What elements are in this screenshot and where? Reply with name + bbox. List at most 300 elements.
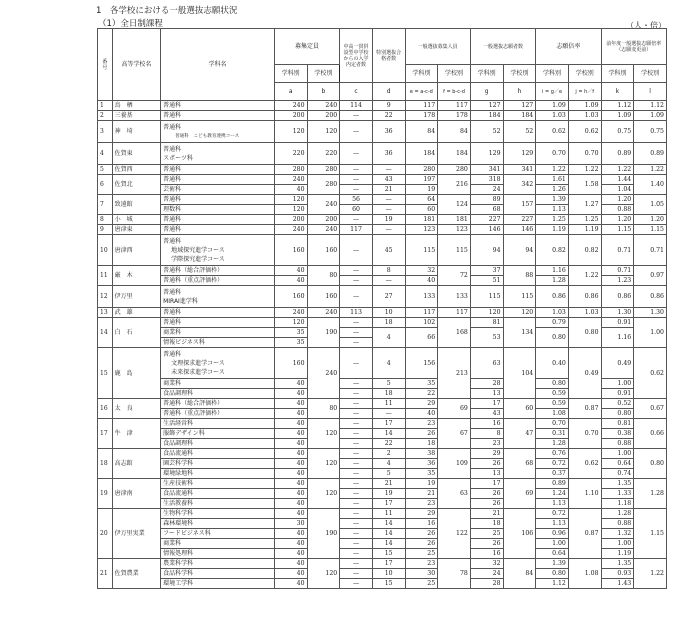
cell-d: 11	[372, 509, 405, 519]
school-name: 伊万里実業	[112, 509, 160, 559]
table-row	[98, 195, 667, 205]
cell-e: 197	[405, 175, 438, 185]
cell-e: 26	[405, 529, 438, 539]
cell-i: 1.28	[536, 276, 569, 286]
cell-l: 1.22	[634, 559, 667, 589]
cell-h: 184	[503, 111, 536, 121]
cell-j: 1.10	[568, 479, 601, 509]
cell-e: 23	[405, 419, 438, 429]
cell-j: 0.82	[568, 235, 601, 266]
cell-b: 80	[307, 399, 340, 419]
cell-f: 122	[438, 509, 471, 559]
row-number: 4	[98, 143, 113, 165]
header-col-i: i = g／e	[536, 83, 569, 101]
cell-j: 1.03	[568, 308, 601, 318]
cell-g: 341	[470, 165, 503, 175]
cell-k: 0.86	[601, 286, 634, 308]
cell-d: 17	[372, 419, 405, 429]
table-row	[98, 215, 667, 225]
cell-b: 190	[307, 318, 340, 348]
cell-c: 56	[340, 195, 373, 205]
cell-c: —	[340, 439, 373, 449]
cell-g: 8	[470, 429, 503, 439]
table-row	[98, 101, 667, 111]
cell-j: 1.58	[568, 175, 601, 195]
cell-d: 10	[372, 569, 405, 579]
cell-c: —	[340, 215, 373, 225]
cell-g: 25	[470, 529, 503, 539]
cell-i: 1.13	[536, 205, 569, 215]
school-name: 牛 津	[112, 419, 160, 449]
cell-e: 60	[405, 205, 438, 215]
cell-d: 21	[372, 479, 405, 489]
cell-d: 15	[372, 579, 405, 589]
cell-k: 0.64	[601, 459, 634, 469]
cell-b: 120	[307, 479, 340, 509]
cell-b: 240	[307, 308, 340, 318]
table-row	[98, 308, 667, 318]
dept-course: スポーツ科	[163, 154, 193, 162]
cell-j: 0.80	[568, 318, 601, 348]
cell-a: 40	[274, 379, 307, 389]
cell-g: 227	[470, 215, 503, 225]
cell-g: 52	[470, 121, 503, 143]
cell-a: 35	[274, 338, 307, 348]
cell-h: 115	[503, 286, 536, 308]
cell-g: 89	[470, 195, 503, 205]
row-number: 18	[98, 449, 113, 479]
cell-g: 28	[470, 579, 503, 589]
cell-k: 1.15	[601, 225, 634, 235]
cell-d: —	[372, 165, 405, 175]
dept-label: 商業科	[163, 540, 182, 547]
cell-e: 22	[405, 389, 438, 399]
cell-f: 109	[438, 449, 471, 479]
school-name: 鹿 島	[112, 348, 160, 399]
cell-k: 1.04	[601, 185, 634, 195]
cell-i: 0.59	[536, 399, 569, 409]
school-name: 三養基	[112, 111, 160, 121]
header-c: 中高一貫併設型中学校からの入学内定者数	[340, 29, 373, 83]
cell-g: 129	[470, 143, 503, 165]
cell-g: 16	[470, 419, 503, 429]
cell-i: 0.70	[536, 419, 569, 429]
cell-d: 43	[372, 175, 405, 185]
cell-h: 342	[503, 175, 536, 195]
cell-c: —	[340, 489, 373, 499]
cell-g: 13	[470, 389, 503, 399]
cell-g: 16	[470, 549, 503, 559]
cell-g: 43	[470, 409, 503, 419]
cell-f: 117	[438, 308, 471, 318]
school-name: 唐津南	[112, 479, 160, 509]
cell-h: 146	[503, 225, 536, 235]
school-name: 厳 木	[112, 266, 160, 286]
cell-h: 94	[503, 235, 536, 266]
cell-l: 1.05	[634, 195, 667, 215]
cell-k: 0.80	[601, 409, 634, 419]
dept-name	[161, 549, 275, 559]
school-name: 白 石	[112, 318, 160, 348]
application-status-table	[97, 28, 667, 589]
dept-name	[161, 195, 275, 205]
cell-e: 123	[405, 225, 438, 235]
cell-a: 40	[274, 449, 307, 459]
cell-d: —	[372, 195, 405, 205]
dept-label: 園芸科学科	[163, 460, 194, 467]
cell-j: 1.22	[568, 165, 601, 175]
cell-g: 81	[470, 318, 503, 328]
cell-f: 178	[438, 111, 471, 121]
cell-a: 40	[274, 276, 307, 286]
cell-h: 129	[503, 143, 536, 165]
dept-label: 理数科	[163, 206, 182, 213]
cell-d: 5	[372, 469, 405, 479]
header-by-dept: 学科別	[470, 65, 503, 83]
dept-name	[161, 419, 275, 429]
cell-c: —	[340, 499, 373, 509]
dept-label: 食品調理科	[163, 440, 194, 447]
cell-i: 0.96	[536, 529, 569, 539]
cell-f: 168	[438, 318, 471, 348]
cell-e: 38	[405, 449, 438, 459]
table-row	[98, 111, 667, 121]
dept-name	[161, 559, 275, 569]
cell-j: 0.86	[568, 286, 601, 308]
cell-j: 1.22	[568, 266, 601, 286]
cell-a: 240	[274, 175, 307, 185]
dept-label: 生物科学科	[163, 510, 194, 517]
cell-c: —	[340, 419, 373, 429]
cell-e: 133	[405, 286, 438, 308]
cell-i: 0.72	[536, 509, 569, 519]
cell-a: 40	[274, 185, 307, 195]
cell-a: 40	[274, 399, 307, 409]
cell-e: 30	[405, 569, 438, 579]
cell-b: 120	[307, 559, 340, 589]
cell-k: 0.71	[601, 266, 634, 276]
cell-c: 113	[340, 308, 373, 318]
dept-label: 普通科（重点評価枠）	[163, 277, 224, 284]
cell-e: 26	[405, 429, 438, 439]
cell-c: —	[340, 509, 373, 519]
dept-label: 情報処理科	[163, 550, 194, 557]
dept-label: 生活経営科	[163, 420, 194, 427]
cell-f: 63	[438, 479, 471, 509]
cell-a: 40	[274, 559, 307, 569]
cell-a: 200	[274, 111, 307, 121]
cell-e: 156	[405, 348, 438, 379]
cell-e: 102	[405, 318, 438, 328]
cell-e: 16	[405, 519, 438, 529]
cell-e: 84	[405, 121, 438, 143]
cell-a: 240	[274, 225, 307, 235]
cell-c: —	[340, 469, 373, 479]
cell-i: 0.89	[536, 479, 569, 489]
dept-name	[161, 539, 275, 549]
cell-f: 216	[438, 175, 471, 195]
cell-l: 0.80	[634, 449, 667, 479]
table-row	[98, 225, 667, 235]
header-prev: 前年度一般選抜志願倍率（志願変更前）	[601, 29, 666, 65]
cell-i: 0.64	[536, 549, 569, 559]
cell-h: 134	[503, 318, 536, 348]
header-no: 番号	[98, 29, 113, 101]
row-number: 19	[98, 479, 113, 509]
document-title: 1 各学校における一般選抜志願状況	[96, 6, 238, 16]
cell-k: 0.49	[601, 348, 634, 379]
header-g-group: 一般選抜志願者数	[470, 29, 535, 65]
dept-name	[161, 389, 275, 399]
cell-i: 0.31	[536, 429, 569, 439]
cell-l: 0.86	[634, 286, 667, 308]
cell-l: 0.89	[634, 143, 667, 165]
table-row	[98, 318, 667, 328]
header-col-e: e = a-c-d	[405, 83, 438, 101]
dept-name	[161, 469, 275, 479]
cell-i: 1.28	[536, 439, 569, 449]
dept-name	[161, 143, 275, 165]
cell-j: 1.03	[568, 111, 601, 121]
cell-k: 0.88	[601, 439, 634, 449]
dept-label: 森林環境科	[163, 520, 194, 527]
cell-d: 18	[372, 389, 405, 399]
cell-e: 23	[405, 499, 438, 509]
school-name: 致遠館	[112, 195, 160, 215]
header-ratio: 志願倍率	[536, 29, 601, 65]
header-col-d: d	[372, 83, 405, 101]
cell-i: 1.12	[536, 579, 569, 589]
cell-g: 26	[470, 489, 503, 499]
cell-h: 88	[503, 266, 536, 286]
dept-label: 環境工学科	[163, 580, 194, 587]
cell-g: 53	[470, 328, 503, 348]
cell-k: 0.75	[601, 121, 634, 143]
cell-l: 1.40	[634, 175, 667, 195]
cell-c: —	[340, 569, 373, 579]
cell-g: 115	[470, 286, 503, 308]
cell-i: 1.09	[536, 101, 569, 111]
cell-e: 40	[405, 409, 438, 419]
school-name: 佐賀西	[112, 165, 160, 175]
cell-j: 0.49	[568, 348, 601, 399]
dept-course: MIRAI進学科	[163, 297, 198, 305]
cell-h: 104	[503, 348, 536, 399]
cell-b: 280	[307, 165, 340, 175]
cell-e: 184	[405, 143, 438, 165]
cell-e: 115	[405, 235, 438, 266]
table-header	[98, 29, 667, 101]
cell-e: 280	[405, 165, 438, 175]
school-name: 佐賀北	[112, 175, 160, 195]
cell-c: —	[340, 121, 373, 143]
cell-j: 0.87	[568, 399, 601, 419]
cell-d: 4	[372, 348, 405, 379]
dept-label: 普通科	[163, 350, 182, 358]
dept-name	[161, 318, 275, 328]
cell-g: 17	[470, 399, 503, 409]
header-e-group: 一般選抜募集人員	[405, 29, 470, 65]
header-col-f: f = b-c-d	[438, 83, 471, 101]
cell-k: 1.44	[601, 175, 634, 185]
header-col-l: l	[634, 83, 667, 101]
cell-d: 8	[372, 266, 405, 276]
dept-name	[161, 165, 275, 175]
cell-c: —	[340, 165, 373, 175]
cell-h: 68	[503, 449, 536, 479]
cell-g: 24	[470, 185, 503, 195]
table-row	[98, 559, 667, 569]
cell-a: 240	[274, 308, 307, 318]
cell-c: —	[340, 379, 373, 389]
dept-label: 普通科	[163, 145, 182, 153]
cell-e: 35	[405, 379, 438, 389]
dept-course: 学際探究進学コース	[171, 255, 225, 263]
dept-label: 普通科（重点評価枠）	[163, 410, 224, 417]
row-number: 5	[98, 165, 113, 175]
cell-i: 0.76	[536, 449, 569, 459]
cell-a: 40	[274, 409, 307, 419]
cell-e: 36	[405, 459, 438, 469]
cell-e: 35	[405, 469, 438, 479]
row-number: 7	[98, 195, 113, 215]
cell-k: 1.28	[601, 509, 634, 519]
cell-k: 1.20	[601, 215, 634, 225]
cell-k: 1.30	[601, 308, 634, 318]
cell-g: 26	[470, 459, 503, 469]
cell-j: 0.70	[568, 143, 601, 165]
cell-a: 40	[274, 469, 307, 479]
dept-label: 普通科	[163, 196, 182, 203]
header-by-dept: 学科別	[601, 65, 634, 83]
cell-c: —	[340, 175, 373, 185]
cell-k: 0.52	[601, 399, 634, 409]
cell-d: 11	[372, 399, 405, 409]
dept-name	[161, 338, 275, 348]
cell-l: 1.15	[634, 509, 667, 559]
table-row	[98, 479, 667, 489]
dept-name	[161, 579, 275, 589]
cell-a: 120	[274, 195, 307, 205]
cell-f: 133	[438, 286, 471, 308]
dept-name	[161, 379, 275, 389]
cell-i: 1.25	[536, 215, 569, 225]
cell-c: —	[340, 409, 373, 419]
dept-label: 食品調理科	[163, 390, 194, 397]
cell-a: 160	[274, 286, 307, 308]
row-number: 9	[98, 225, 113, 235]
cell-l: 1.12	[634, 101, 667, 111]
table-row	[98, 399, 667, 409]
cell-g: 24	[470, 569, 503, 579]
school-name: 小 城	[112, 215, 160, 225]
cell-i: 0.82	[536, 235, 569, 266]
cell-d: 36	[372, 121, 405, 143]
cell-d: 45	[372, 235, 405, 266]
header-col-h: h	[503, 83, 536, 101]
cell-a: 120	[274, 205, 307, 215]
cell-b: 200	[307, 215, 340, 225]
dept-course: 文理探求進学コース	[171, 359, 225, 367]
cell-f: 115	[438, 235, 471, 266]
dept-label: 普通科	[163, 216, 182, 223]
cell-k: 0.88	[601, 519, 634, 529]
cell-c: —	[340, 389, 373, 399]
cell-f: 280	[438, 165, 471, 175]
cell-g: 23	[470, 439, 503, 449]
dept-label: 普通科	[163, 237, 182, 245]
cell-d: 5	[372, 379, 405, 389]
cell-e: 29	[405, 399, 438, 409]
table-row	[98, 449, 667, 459]
dept-name	[161, 111, 275, 121]
cell-g: 13	[470, 469, 503, 479]
cell-d: 14	[372, 429, 405, 439]
cell-a: 40	[274, 499, 307, 509]
cell-d: 19	[372, 489, 405, 499]
cell-b: 280	[307, 175, 340, 195]
cell-f: 78	[438, 559, 471, 589]
cell-l: 1.22	[634, 165, 667, 175]
cell-e: 178	[405, 111, 438, 121]
cell-d: 15	[372, 549, 405, 559]
row-number: 13	[98, 308, 113, 318]
header-by-school: 学校別	[568, 65, 601, 83]
cell-d: 14	[372, 529, 405, 539]
dept-name	[161, 175, 275, 185]
cell-l: 1.00	[634, 318, 667, 348]
cell-a: 40	[274, 509, 307, 519]
cell-c: 114	[340, 101, 373, 111]
cell-b: 120	[307, 121, 340, 143]
cell-a: 40	[274, 429, 307, 439]
cell-i: 0.80	[536, 379, 569, 389]
cell-g: 127	[470, 101, 503, 111]
dept-label: 普通科	[163, 176, 182, 183]
school-name: 神 埼	[112, 121, 160, 143]
cell-a: 220	[274, 143, 307, 165]
row-number: 14	[98, 318, 113, 348]
table-row	[98, 175, 667, 185]
table-row	[98, 509, 667, 519]
dept-label: 普通科	[163, 309, 182, 316]
dept-label: 生産技術科	[163, 480, 194, 487]
cell-a: 40	[274, 389, 307, 399]
cell-a: 40	[274, 569, 307, 579]
school-name: 唐津西	[112, 235, 160, 266]
cell-g: 146	[470, 225, 503, 235]
cell-a: 40	[274, 539, 307, 549]
cell-g: 18	[470, 519, 503, 529]
cell-i: 1.03	[536, 111, 569, 121]
header-school: 高等学校名	[112, 29, 160, 101]
cell-d: 2	[372, 449, 405, 459]
cell-k: 0.38	[601, 429, 634, 439]
table-body	[98, 101, 667, 589]
cell-g: 68	[470, 205, 503, 215]
cell-i: 0.59	[536, 389, 569, 399]
dept-name	[161, 328, 275, 338]
dept-name	[161, 409, 275, 419]
cell-k: 0.93	[601, 569, 634, 579]
cell-i: 1.26	[536, 185, 569, 195]
cell-k: 0.91	[601, 389, 634, 399]
cell-e: 25	[405, 549, 438, 559]
cell-i: 1.00	[536, 539, 569, 549]
cell-k: 1.12	[601, 101, 634, 111]
cell-l: 1.28	[634, 479, 667, 509]
cell-k: 1.20	[601, 195, 634, 205]
